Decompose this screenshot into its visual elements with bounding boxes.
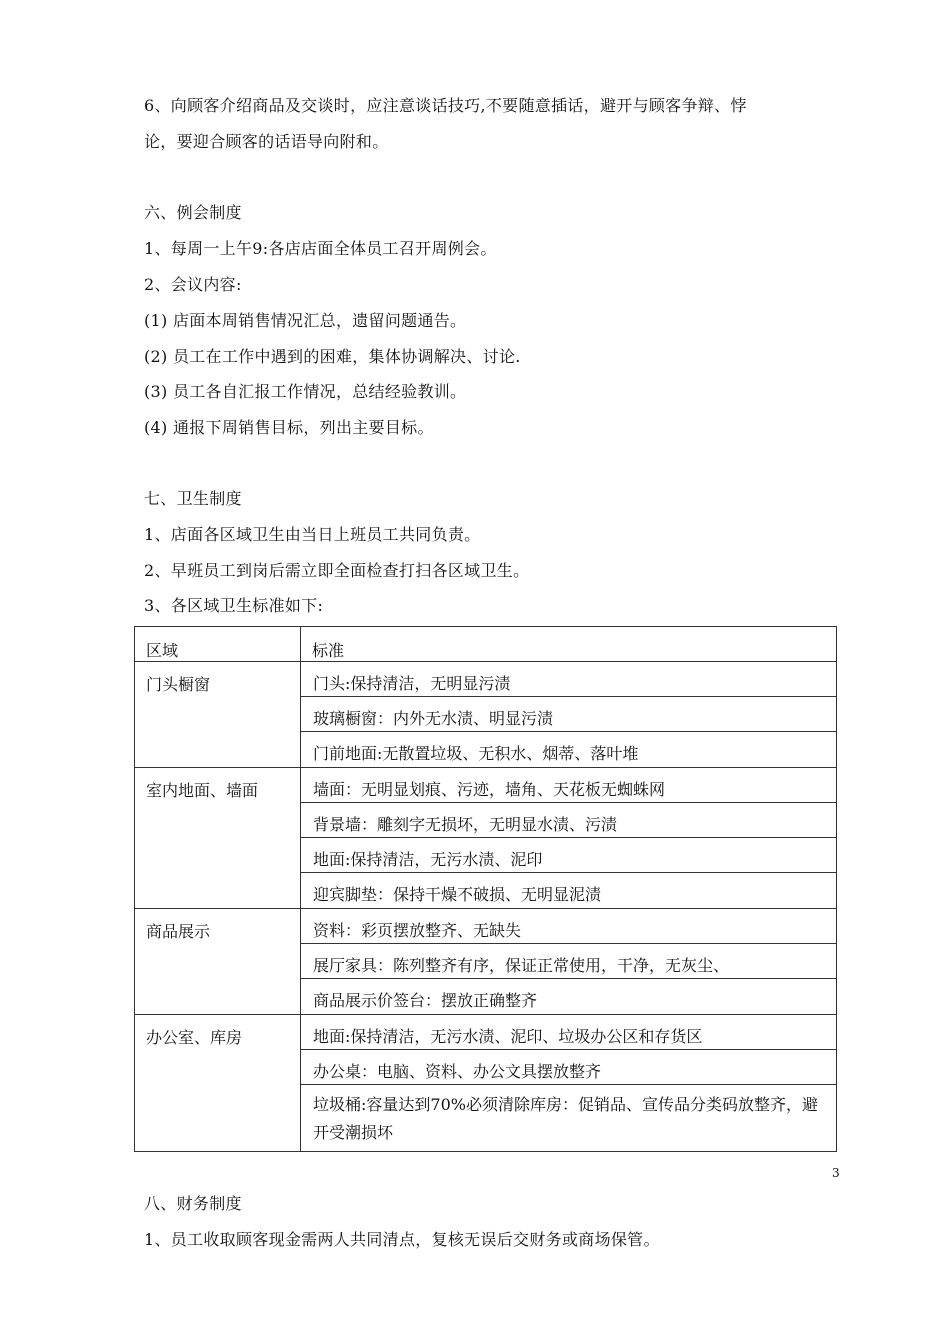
standard-item: 资料：彩页摆放整齐、无缺失 — [301, 909, 836, 944]
standard-item — [301, 1085, 836, 1151]
text-line-2: 论，要迎合顾客的话语导向附和。 — [144, 132, 389, 151]
header-area-cell — [135, 627, 301, 662]
table-row — [135, 662, 837, 768]
hygiene-standards-table — [134, 626, 837, 1152]
standard-item: 展厅家具：陈列整齐有序，保证正常使用，干净，无灰尘、 — [301, 944, 836, 979]
header-standard-label: 标准 — [312, 641, 345, 660]
section-heading-meeting: 六、例会制度 — [144, 203, 242, 222]
standard-item: 地面:保持清洁，无污水渍、泥印、垃圾办公区和存货区 — [301, 1015, 836, 1050]
area-cell — [135, 909, 301, 1015]
standard-item: 玻璃橱窗：内外无水渍、明显污渍 — [301, 697, 836, 732]
text-line-7: (2) 员工在工作中遇到的困难，集体协调解决、讨论. — [144, 347, 521, 366]
page-number: 3 — [832, 1166, 840, 1180]
standard-item: 背景墙：雕刻字无损坏，无明显水渍、污渍 — [301, 803, 836, 838]
area-label: 办公室、库房 — [146, 1028, 243, 1047]
text-line-13: 3、各区域卫生标准如下: — [144, 596, 324, 615]
area-cell — [135, 768, 301, 909]
area-label: 商品展示 — [146, 922, 211, 941]
area-cell — [135, 1015, 301, 1152]
text-line-6: (1) 店面本周销售情况汇总，遗留问题通告。 — [144, 311, 467, 330]
standard-item: 迎宾脚垫：保持干燥不破损、无明显泥渍 — [313, 885, 602, 904]
standard-item: 墙面：无明显划痕、污迹，墙角、天花板无蜘蛛网 — [301, 768, 836, 803]
standards-cell — [301, 1015, 837, 1152]
standard-item: 门前地面:无散置垃圾、无积水、烟蒂、落叶堆 — [313, 744, 639, 763]
text-line-4: 1、每周一上午9:各店店面全体员工召开周例会。 — [144, 239, 497, 258]
table-row — [135, 1015, 837, 1152]
text-line-12: 2、早班员工到岗后需立即全面检查打扫各区域卫生。 — [144, 561, 530, 580]
standard-item: 地面:保持清洁，无污水渍、泥印 — [301, 838, 836, 873]
standards-cell — [301, 909, 837, 1015]
area-label: 门头橱窗 — [146, 675, 211, 694]
header-standard-cell — [301, 627, 837, 662]
area-label: 室内地面、墙面 — [146, 781, 259, 800]
text-line-1: 6、向顾客介绍商品及交谈时，应注意谈话技巧,不要随意插话，避开与顾客争辩、悖 — [144, 96, 747, 115]
table-row — [135, 768, 837, 909]
section-heading-finance: 八、财务制度 — [144, 1194, 242, 1213]
area-cell — [135, 662, 301, 768]
text-line-9: (4) 通报下周销售目标，列出主要目标。 — [144, 418, 434, 437]
standard-item: 商品展示价签台：摆放正确整齐 — [313, 991, 538, 1010]
text-line-finance-1: 1、员工收取顾客现金需两人共同清点，复核无误后交财务或商场保管。 — [144, 1230, 660, 1249]
section-heading-hygiene: 七、卫生制度 — [144, 489, 242, 508]
standards-cell — [301, 662, 837, 768]
standard-item-text: 垃圾桶:容量达到70%必须清除库房：促销品、宣传品分类码放整齐，避开受潮损坏 — [313, 1095, 818, 1142]
standards-cell — [301, 768, 837, 909]
header-area-label: 区域 — [146, 641, 179, 660]
table-header-row — [135, 627, 837, 662]
text-line-11: 1、店面各区域卫生由当日上班员工共同负责。 — [144, 525, 481, 544]
standard-item: 门头:保持清洁，无明显污渍 — [301, 662, 836, 697]
text-line-5: 2、会议内容: — [144, 275, 242, 294]
standard-item: 办公桌：电脑、资料、办公文具摆放整齐 — [301, 1050, 836, 1085]
text-line-8: (3) 员工各自汇报工作情况，总结经验教训。 — [144, 382, 467, 401]
table-row — [135, 909, 837, 1015]
